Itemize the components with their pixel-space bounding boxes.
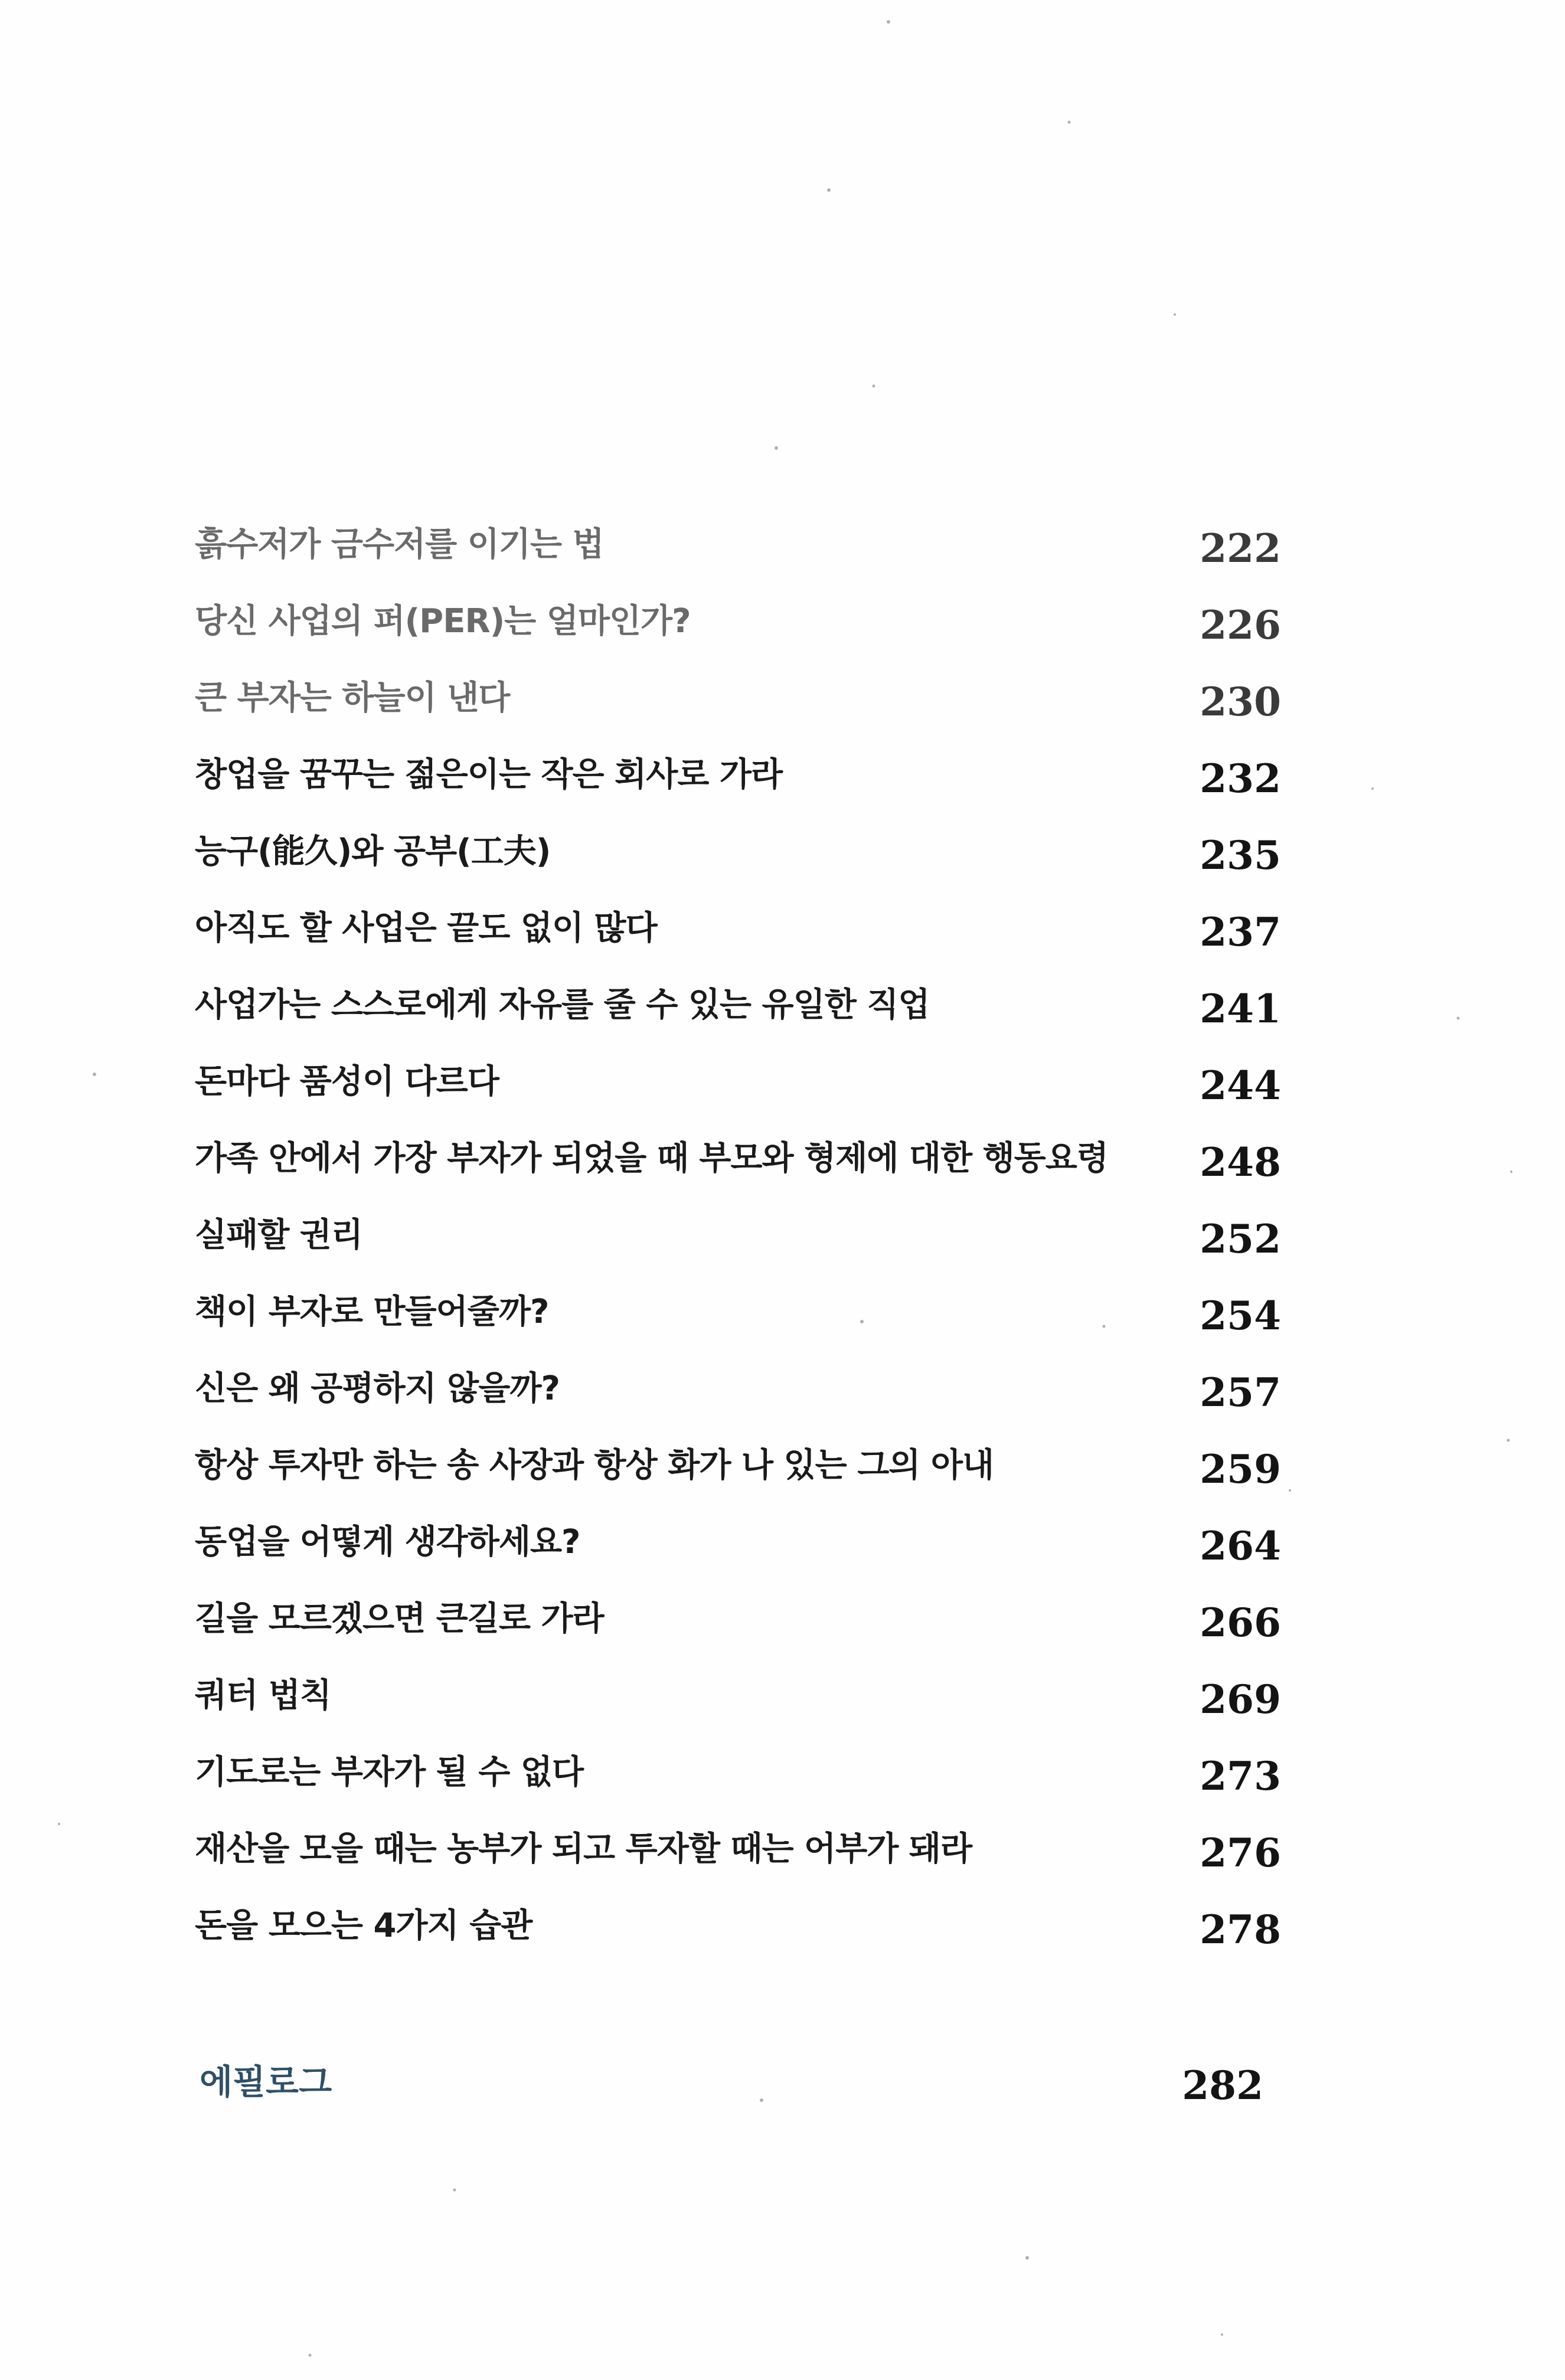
toc-entry-page: 248	[1200, 1139, 1281, 1185]
toc-entry-title: 쿼터 법칙	[195, 1676, 331, 1715]
toc-entry-title: 흙수저가 금수저를 이기는 법	[195, 525, 604, 564]
toc-entry-title: 재산을 모을 때는 농부가 되고 투자할 때는 어부가 돼라	[195, 1830, 972, 1868]
toc-entry	[195, 661, 1281, 738]
toc-entry-title: 동업을 어떻게 생각하세요?	[195, 1523, 580, 1561]
toc-entry-title: 책이 부자로 만들어줄까?	[195, 1293, 549, 1331]
toc-entry-title: 항상 투자만 하는 송 사장과 항상 화가 나 있는 그의 아내	[195, 1446, 994, 1485]
toc-entry-title: 큰 부자는 하늘이 낸다	[195, 679, 510, 717]
toc-entry	[195, 1735, 1281, 1812]
toc-entry	[195, 508, 1281, 584]
toc-entry	[195, 1122, 1281, 1198]
toc-entry-title: 길을 모르겠으면 큰길로 가라	[195, 1600, 604, 1638]
epilogue-title: 에필로그	[200, 2062, 332, 2102]
toc-entry	[195, 1582, 1281, 1659]
toc-entry-page: 230	[1200, 679, 1281, 725]
table-of-contents	[195, 508, 1281, 1966]
toc-entry	[195, 1659, 1281, 1735]
toc-entry	[195, 1045, 1281, 1122]
epilogue-entry	[195, 2048, 1263, 2125]
toc-entry	[195, 1505, 1281, 1582]
toc-entry	[195, 815, 1281, 891]
toc-entry	[195, 1428, 1281, 1505]
toc-entry-title: 돈마다 품성이 다르다	[195, 1062, 499, 1101]
toc-entry-title: 신은 왜 공평하지 않을까?	[195, 1369, 560, 1408]
toc-entry-page: 257	[1200, 1369, 1281, 1415]
toc-entry-page: 276	[1200, 1830, 1281, 1876]
toc-entry	[195, 584, 1281, 661]
toc-entry	[195, 891, 1281, 968]
toc-entry-title: 돈을 모으는 4가지 습관	[195, 1907, 532, 1945]
toc-entry-page: 232	[1200, 756, 1281, 802]
toc-entry-page: 278	[1200, 1907, 1281, 1953]
toc-entry-page: 259	[1200, 1446, 1281, 1492]
toc-entry	[195, 1812, 1281, 1889]
toc-entry-page: 264	[1200, 1523, 1281, 1569]
toc-entry-page: 241	[1200, 986, 1281, 1032]
toc-entry-title: 능구(能久)와 공부(工夫)	[195, 832, 551, 871]
toc-entry-page: 273	[1200, 1753, 1281, 1799]
toc-entry-title: 기도로는 부자가 될 수 없다	[195, 1753, 584, 1791]
toc-entry-title: 사업가는 스스로에게 자유를 줄 수 있는 유일한 직업	[195, 986, 930, 1024]
toc-entry	[195, 738, 1281, 815]
toc-entry-title: 아직도 할 사업은 끝도 없이 많다	[195, 909, 657, 947]
toc-entry	[195, 1198, 1281, 1275]
toc-entry-page: 235	[1200, 832, 1281, 878]
epilogue-page: 282	[1182, 2062, 1263, 2108]
toc-entry-page: 252	[1200, 1216, 1281, 1262]
toc-entry	[195, 1352, 1281, 1428]
toc-entry-page: 269	[1200, 1676, 1281, 1722]
toc-entry	[195, 1889, 1281, 1966]
toc-entry	[195, 1275, 1281, 1352]
toc-entry-title: 창업을 꿈꾸는 젊은이는 작은 회사로 가라	[195, 756, 783, 794]
toc-entry-page: 244	[1200, 1062, 1281, 1109]
toc-entry-page: 222	[1200, 525, 1281, 571]
toc-entry-page: 237	[1200, 909, 1281, 955]
toc-entry-title: 실패할 권리	[195, 1216, 362, 1254]
toc-entry-page: 266	[1200, 1600, 1281, 1646]
toc-entry-title: 가족 안에서 가장 부자가 되었을 때 부모와 형제에 대한 행동요령	[195, 1139, 1108, 1178]
toc-entry	[195, 968, 1281, 1045]
toc-entry-page: 226	[1200, 602, 1281, 648]
toc-entry-page: 254	[1200, 1293, 1281, 1339]
toc-entry-title: 당신 사업의 퍼(PER)는 얼마인가?	[195, 602, 691, 640]
